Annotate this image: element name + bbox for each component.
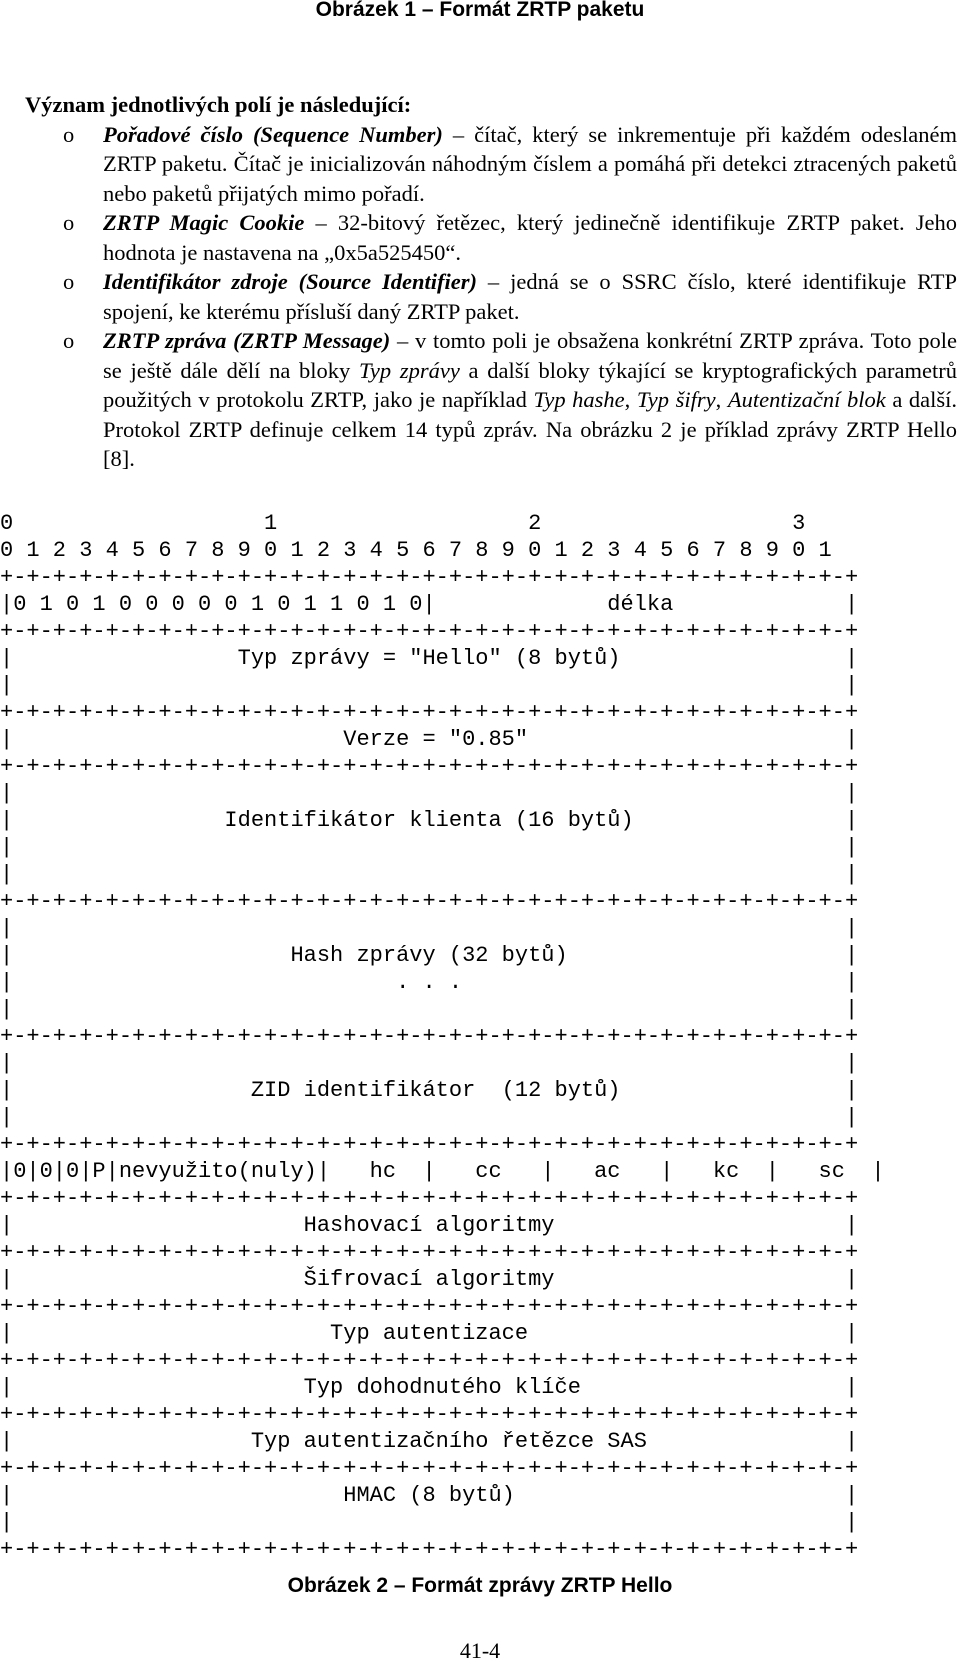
figure-2-caption: Obrázek 2 – Formát zprávy ZRTP Hello (287, 1574, 673, 1597)
diagram-line: |0|0|0|P|nevyužito(nuly)| hc | cc | ac | kc | sc | (0, 1159, 885, 1184)
diagram-line: | Typ autentizace | (0, 1321, 859, 1346)
diagram-line: | | (0, 835, 859, 860)
diagram-line: | Identifikátor klienta (16 bytů) | (0, 808, 859, 833)
diagram-line: | Typ dohodnutého klíče | (0, 1375, 859, 1400)
diagram-line: | Typ autentizačního řetězce SAS | (0, 1429, 859, 1454)
diagram-line: +-+-+-+-+-+-+-+-+-+-+-+-+-+-+-+-+-+-+-+-+-+-+-+-+-+-+-+-+-+-+-+-+ (0, 1024, 859, 1049)
field-list (25, 120, 957, 474)
diagram-line: | | (0, 1510, 859, 1535)
diagram-line: +-+-+-+-+-+-+-+-+-+-+-+-+-+-+-+-+-+-+-+-+-+-+-+-+-+-+-+-+-+-+-+-+ (0, 1186, 859, 1211)
desc-italic-typ-sifry: Typ šifry (636, 387, 716, 412)
diagram-line: +-+-+-+-+-+-+-+-+-+-+-+-+-+-+-+-+-+-+-+-+-+-+-+-+-+-+-+-+-+-+-+-+ (0, 1456, 859, 1481)
bullet-icon: o (63, 210, 75, 235)
diagram-line: | | (0, 1051, 859, 1076)
desc-italic-typ-hashe: Typ hashe (533, 387, 625, 412)
list-item-source-identifier (25, 267, 957, 326)
diagram-line: | Verze = "0.85" | (0, 727, 859, 752)
bullet-icon: o (63, 269, 75, 294)
diagram-line: +-+-+-+-+-+-+-+-+-+-+-+-+-+-+-+-+-+-+-+-+-+-+-+-+-+-+-+-+-+-+-+-+ (0, 1402, 859, 1427)
diagram-line: +-+-+-+-+-+-+-+-+-+-+-+-+-+-+-+-+-+-+-+-+-+-+-+-+-+-+-+-+-+-+-+-+ (0, 889, 859, 914)
diagram-line: +-+-+-+-+-+-+-+-+-+-+-+-+-+-+-+-+-+-+-+-+-+-+-+-+-+-+-+-+-+-+-+-+ (0, 619, 859, 644)
list-item-zrtp-message (25, 326, 957, 474)
list-item-magic-cookie (25, 208, 957, 267)
diagram-line: | Šifrovací algoritmy | (0, 1267, 859, 1292)
diagram-line: | . . . | (0, 970, 859, 995)
bullet-icon: o (63, 121, 75, 147)
section-heading: Význam jednotlivých polí je následující: (25, 92, 412, 117)
diagram-line: | | (0, 673, 859, 698)
diagram-line: | Hashovací algoritmy | (0, 1213, 859, 1238)
diagram-line: | | (0, 781, 859, 806)
diagram-line: 0 1 2 3 4 5 6 7 8 9 0 1 2 3 4 5 6 7 8 9 0 1 2 3 4 5 6 7 8 9 0 1 (0, 538, 832, 563)
zrtp-hello-packet-diagram (0, 510, 885, 1563)
diagram-line: +-+-+-+-+-+-+-+-+-+-+-+-+-+-+-+-+-+-+-+-+-+-+-+-+-+-+-+-+-+-+-+-+ (0, 565, 859, 590)
diagram-line: | | (0, 862, 859, 887)
desc-zrtp-message-3: , (624, 387, 637, 412)
diagram-line: | Hash zprávy (32 bytů) | (0, 943, 859, 968)
term-sequence-number: Pořadové číslo (Sequence Number) (103, 121, 443, 147)
diagram-line: | ZID identifikátor (12 bytů) | (0, 1078, 859, 1103)
diagram-line: | | (0, 1105, 859, 1130)
term-source-identifier: Identifikátor zdroje (Source Identifier) (103, 269, 478, 294)
diagram-line: +-+-+-+-+-+-+-+-+-+-+-+-+-+-+-+-+-+-+-+-+-+-+-+-+-+-+-+-+-+-+-+-+ (0, 1132, 859, 1157)
desc-zrtp-message-2: a další bloky týkající se kryptografických parametrů použitých v protokolu ZRTP, jako je například (103, 357, 957, 412)
term-zrtp-message: ZRTP zpráva (ZRTP Message) (103, 328, 391, 353)
desc-zrtp-message-5: a další. Protokol ZRTP definuje celkem 14 typů zpráv. Na obrázku 2 je příklad zprávy ZRTP Hello [8]. (103, 387, 958, 471)
desc-italic-autentizacni-blok: Autentizační blok (727, 387, 886, 412)
diagram-line: |0 1 0 1 0 0 0 0 0 1 0 1 1 0 1 0| délka | (0, 592, 859, 617)
diagram-line: +-+-+-+-+-+-+-+-+-+-+-+-+-+-+-+-+-+-+-+-+-+-+-+-+-+-+-+-+-+-+-+-+ (0, 1294, 859, 1319)
diagram-line: +-+-+-+-+-+-+-+-+-+-+-+-+-+-+-+-+-+-+-+-+-+-+-+-+-+-+-+-+-+-+-+-+ (0, 700, 859, 725)
term-magic-cookie: ZRTP Magic Cookie (103, 210, 305, 235)
diagram-line: +-+-+-+-+-+-+-+-+-+-+-+-+-+-+-+-+-+-+-+-+-+-+-+-+-+-+-+-+-+-+-+-+ (0, 754, 859, 779)
desc-source-identifier: – jedná se o SSRC číslo, které identifikuje RTP spojení, ke kterému přísluší daný ZRTP paket. (103, 269, 958, 324)
diagram-line: 0 1 2 3 (0, 511, 806, 536)
diagram-line: +-+-+-+-+-+-+-+-+-+-+-+-+-+-+-+-+-+-+-+-+-+-+-+-+-+-+-+-+-+-+-+-+ (0, 1537, 859, 1562)
diagram-line: +-+-+-+-+-+-+-+-+-+-+-+-+-+-+-+-+-+-+-+-+-+-+-+-+-+-+-+-+-+-+-+-+ (0, 1348, 859, 1373)
desc-magic-cookie: – 32-bitový řetězec, který jedinečně identifikuje ZRTP paket. Jeho hodnota je nastavena na „0x5a525450“. (103, 210, 957, 265)
desc-sequence-number: – čítač, který se inkrementuje při každém odeslaném ZRTP paketu. Čítač je inicializován náhodným číslem a pomáhá při detekci ztracených paketů nebo paketů přijatých mimo pořadí. (103, 121, 957, 206)
diagram-line: | Typ zprávy = "Hello" (8 bytů) | (0, 646, 859, 671)
diagram-line: | | (0, 916, 859, 941)
bullet-icon: o (63, 328, 75, 353)
diagram-line: | HMAC (8 bytů) | (0, 1483, 859, 1508)
figure-1-caption: Obrázek 1 – Formát ZRTP paketu (315, 0, 645, 21)
diagram-line: | | (0, 997, 859, 1022)
desc-zrtp-message-1: – v tomto poli je obsažena konkrétní ZRTP zpráva. Toto pole se ještě dále dělí na bloky (103, 328, 957, 383)
page-number: 41-4 (459, 1638, 501, 1663)
list-item-sequence-number (25, 120, 957, 209)
diagram-line: +-+-+-+-+-+-+-+-+-+-+-+-+-+-+-+-+-+-+-+-+-+-+-+-+-+-+-+-+-+-+-+-+ (0, 1240, 859, 1265)
desc-zrtp-message-4: , (715, 387, 728, 412)
field-description-section (25, 90, 957, 474)
desc-italic-typ-zpravy: Typ zprávy (359, 357, 460, 383)
